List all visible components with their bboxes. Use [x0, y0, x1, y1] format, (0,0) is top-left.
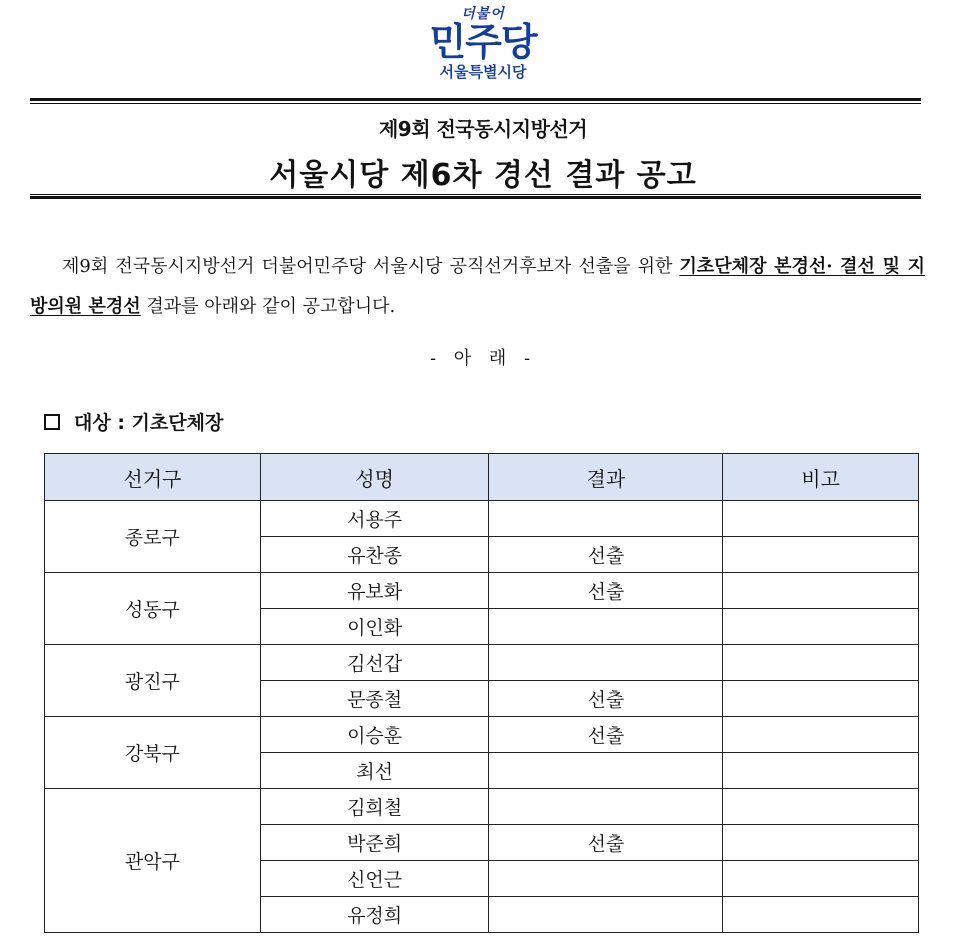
header-rule-top-thick — [30, 98, 921, 101]
notice-emphasis: 기초단체장 본경선· 결선 및 지방의원 본경선 — [30, 256, 925, 317]
logo-main-text: 민주당 — [429, 20, 537, 64]
note-cell — [723, 645, 919, 681]
party-logo — [0, 6, 966, 82]
note-cell — [723, 825, 919, 861]
result-cell — [489, 753, 723, 789]
result-cell: 선출 — [489, 681, 723, 717]
header-name: 성명 — [260, 454, 489, 501]
header-result: 결과 — [489, 454, 723, 501]
note-cell — [723, 537, 919, 573]
logo-top-text: 더불어 — [461, 6, 505, 22]
result-cell — [489, 609, 723, 645]
note-cell — [723, 897, 919, 933]
name-cell: 박준희 — [260, 825, 489, 861]
note-cell — [723, 573, 919, 609]
note-cell — [723, 753, 919, 789]
result-cell: 선출 — [489, 825, 723, 861]
note-cell — [723, 717, 919, 753]
name-cell: 문종철 — [260, 681, 489, 717]
notice-title: 서울시당 제6차 경선 결과 공고 — [269, 158, 697, 193]
district-cell: 강북구 — [45, 717, 261, 789]
name-cell: 유찬종 — [260, 537, 489, 573]
section-heading — [44, 408, 223, 435]
name-cell: 김희철 — [260, 789, 489, 825]
note-cell — [723, 681, 919, 717]
header-rule-top-thin — [30, 103, 921, 104]
header-rule-bottom-thick — [30, 196, 921, 199]
name-cell: 이승훈 — [260, 717, 489, 753]
result-cell: 선출 — [489, 573, 723, 609]
note-cell — [723, 609, 919, 645]
header-note: 비고 — [723, 454, 919, 501]
name-cell: 신언근 — [260, 861, 489, 897]
election-title: 제9회 전국동시지방선거 — [378, 117, 588, 141]
result-cell — [489, 501, 723, 537]
name-cell: 이인화 — [260, 609, 489, 645]
district-cell: 종로구 — [45, 501, 261, 573]
notice-text-after: 결과를 아래와 같이 공고합니다. — [140, 296, 396, 317]
note-cell — [723, 861, 919, 897]
table-row — [45, 573, 919, 609]
table-header-row — [45, 454, 919, 501]
logo-sub-text: 서울특별시당 — [439, 63, 527, 81]
district-cell: 성동구 — [45, 573, 261, 645]
results-table — [44, 453, 919, 933]
result-cell — [489, 897, 723, 933]
name-cell: 유보화 — [260, 573, 489, 609]
table-row — [45, 789, 919, 825]
district-cell: 광진구 — [45, 645, 261, 717]
result-cell — [489, 861, 723, 897]
result-cell: 선출 — [489, 537, 723, 573]
result-cell — [489, 645, 723, 681]
table-row — [45, 645, 919, 681]
table-row — [45, 501, 919, 537]
name-cell: 서용주 — [260, 501, 489, 537]
arae-label: - 아 래 - — [429, 348, 537, 369]
square-bullet-icon — [44, 414, 60, 430]
name-cell: 유정희 — [260, 897, 489, 933]
note-cell — [723, 789, 919, 825]
section-label: 대상 : 기초단체장 — [74, 412, 224, 434]
notice-paragraph — [30, 247, 925, 327]
district-cell: 관악구 — [45, 789, 261, 933]
name-cell: 최선 — [260, 753, 489, 789]
result-cell — [489, 789, 723, 825]
note-cell — [723, 501, 919, 537]
notice-text-before: 제9회 전국동시지방선거 더불어민주당 서울시당 공직선거후보자 선출을 위한 — [62, 256, 680, 277]
header-district: 선거구 — [45, 454, 261, 501]
table-row — [45, 717, 919, 753]
name-cell: 김선갑 — [260, 645, 489, 681]
header-rule-bottom-thin — [30, 194, 921, 195]
result-cell: 선출 — [489, 717, 723, 753]
